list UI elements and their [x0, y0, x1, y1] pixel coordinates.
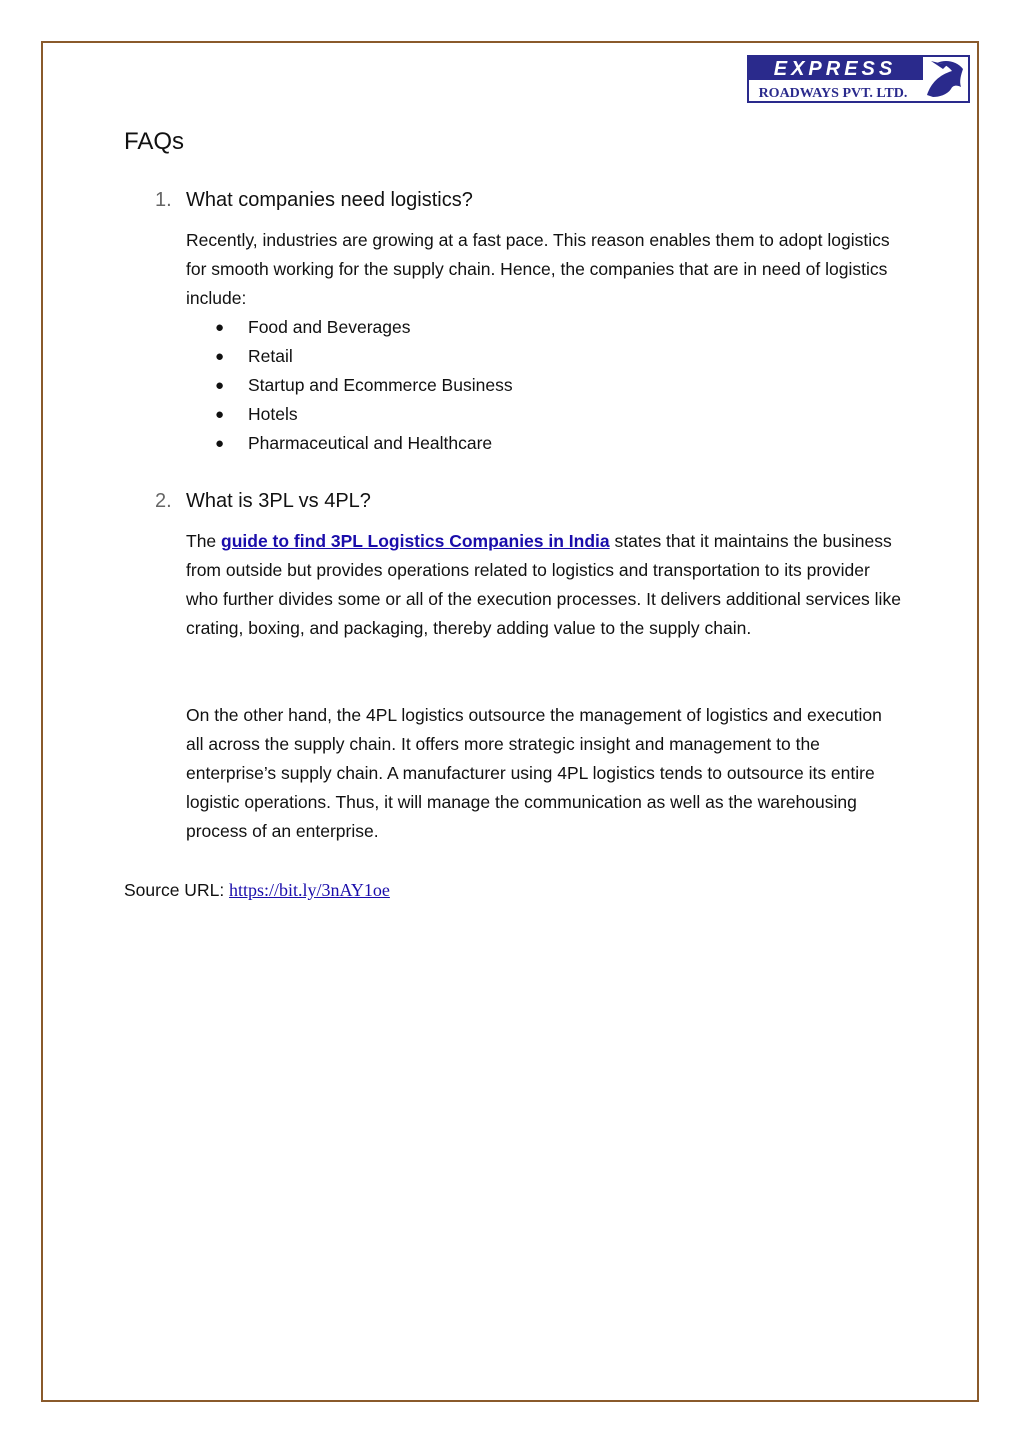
- list-item: ● Startup and Ecommerce Business: [215, 375, 513, 395]
- faq-question-1: [155, 189, 473, 212]
- source-line: [124, 876, 390, 905]
- list-item: ● Retail: [215, 346, 293, 366]
- logo-line1: EXPRESS: [773, 58, 897, 80]
- 3pl-guide-link[interactable]: guide to find 3PL Logistics Companies in India: [221, 531, 610, 551]
- faq-answer-2-paragraph-1: The guide to find 3PL Logistics Companies in India states that it maintains the business from outside but provides operations related to logistics and transportation to its provider who further divides some or all of the execution processes. It delivers additional services like crating, boxing, and packaging, thereby adding value to the supply chain.: [186, 531, 901, 638]
- industry-list: [186, 313, 513, 458]
- faq-number-1: 1.: [155, 189, 172, 211]
- page-title: FAQs: [124, 128, 185, 155]
- source-label: Source URL:: [124, 880, 230, 900]
- list-item: ● Hotels: [215, 404, 298, 424]
- faq-question-text-2: What is 3PL vs 4PL?: [186, 490, 371, 512]
- faq-question-text-1: What companies need logistics?: [186, 189, 473, 211]
- faq-question-2: [155, 490, 371, 513]
- list-item: ● Food and Beverages: [215, 317, 411, 337]
- company-logo: [747, 55, 970, 103]
- list-item: ● Pharmaceutical and Healthcare: [215, 433, 493, 453]
- source-url-link[interactable]: https://bit.ly/3nAY1oe: [229, 880, 390, 900]
- logo-line2: ROADWAYS PVT. LTD.: [758, 86, 908, 101]
- faq-answer-2-paragraph-2: On the other hand, the 4PL logistics outsource the management of logistics and execution all across the supply chain. It offers more strategic insight and management to the enterprise’s supply chain. A manufacturer using 4PL logistics tends to outsource its entire logistic operations. Thus, it will manage the communication as well as the warehousing process of an enterprise.: [186, 705, 882, 841]
- faq-answer-1: Recently, industries are growing at a fast pace. This reason enables them to adopt logistics for smooth working for the supply chain. Hence, the companies that are in need of logistics include:: [186, 230, 890, 308]
- faq-number-2: 2.: [155, 490, 172, 512]
